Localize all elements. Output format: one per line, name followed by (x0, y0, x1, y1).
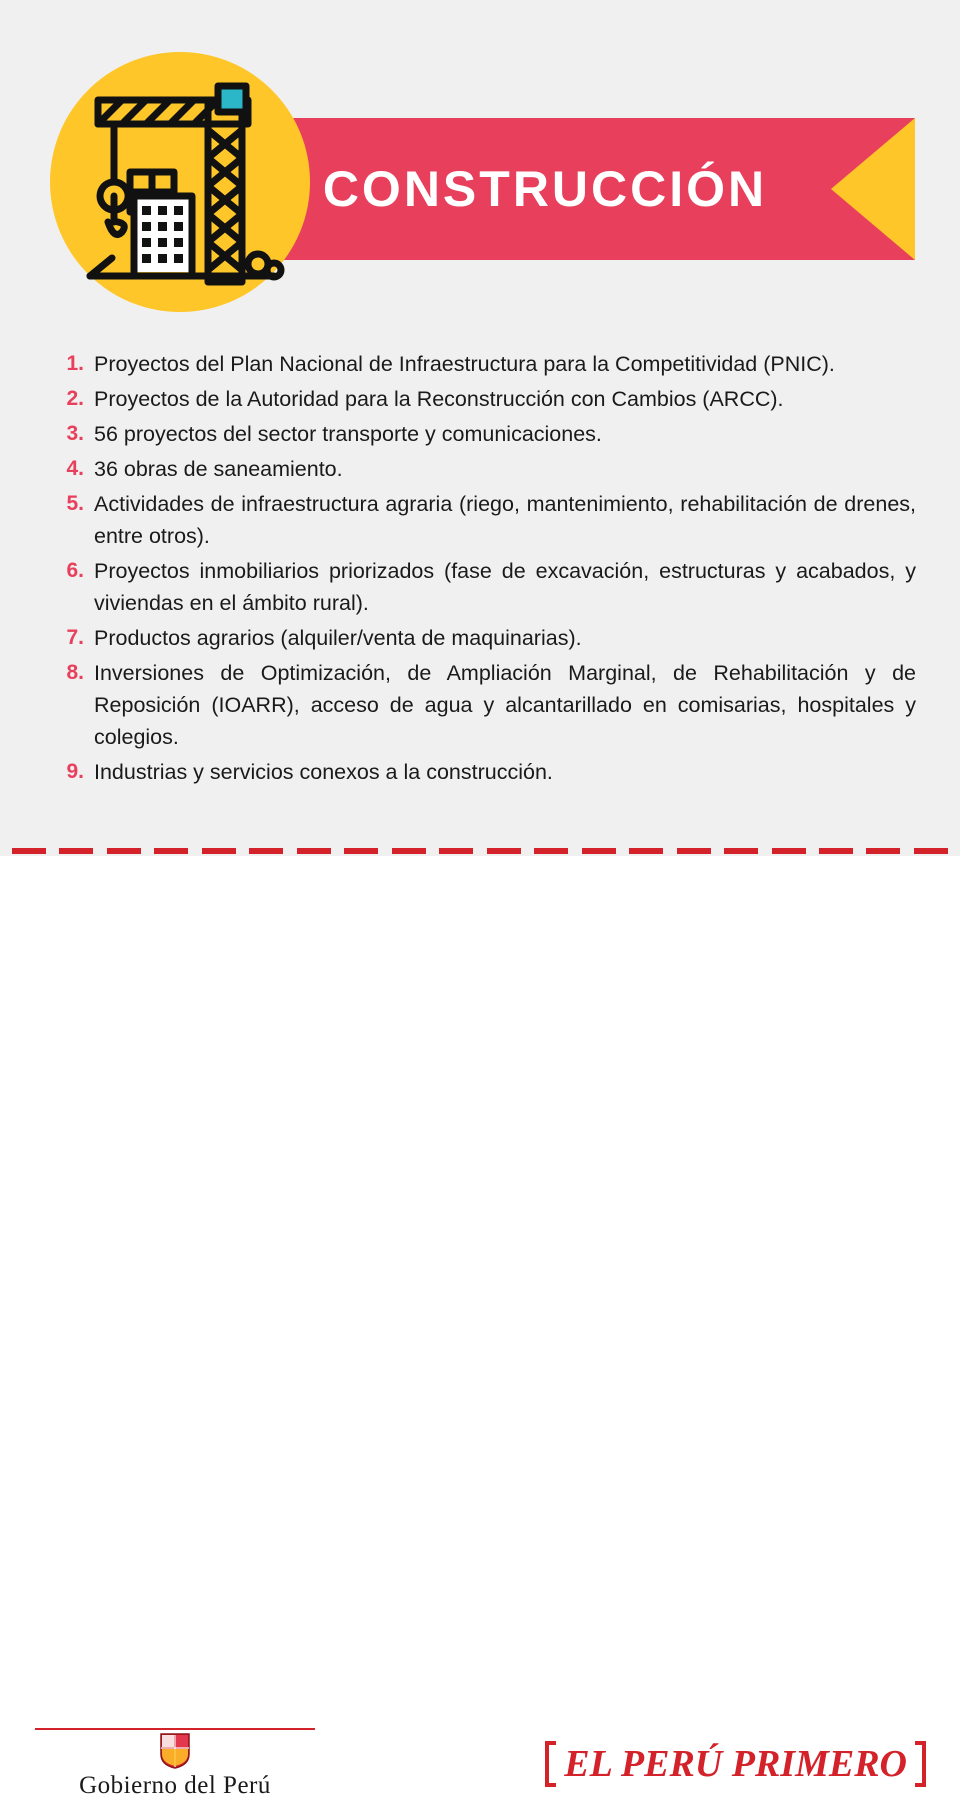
list-item-number: 6. (66, 559, 84, 582)
divider-dash (487, 848, 521, 854)
divider-dash (582, 848, 616, 854)
divider-dash (534, 848, 568, 854)
header (0, 0, 960, 330)
list-item (56, 453, 916, 485)
list-item-number: 7. (66, 626, 84, 649)
divider-dash (344, 848, 378, 854)
list-item-number: 9. (66, 760, 84, 783)
construction-crane-icon (72, 72, 292, 292)
list-item-text: Actividades de infraestructura agraria (riego, mantenimiento, rehabilitación de drenes, entre otros). (94, 492, 916, 548)
page-title: CONSTRUCCIÓN (322, 161, 768, 217)
bracket-left-icon (545, 1741, 556, 1787)
divider-dash (59, 848, 93, 854)
list-item-text: Productos agrarios (alquiler/venta de maquinarias). (94, 626, 582, 650)
list-item (56, 488, 916, 552)
list-item-number: 2. (66, 387, 84, 410)
divider-dash (249, 848, 283, 854)
list-item-text: Proyectos del Plan Nacional de Infraestructura para la Competitividad (PNIC). (94, 352, 835, 376)
list-item-number: 8. (66, 661, 84, 684)
list-item-text: Proyectos inmobiliarios priorizados (fase de excavación, estructuras y acabados, y viviendas en el ámbito rural). (94, 559, 916, 615)
divider-dash (12, 848, 46, 854)
list-item (56, 418, 916, 450)
slogan-peru-primero (545, 1740, 926, 1788)
list-item-text: Proyectos de la Autoridad para la Reconstrucción con Cambios (ARCC). (94, 387, 784, 411)
divider-dash (107, 848, 141, 854)
list-item-number: 3. (66, 422, 84, 445)
list-item-text: Industrias y servicios conexos a la construcción. (94, 760, 553, 784)
divider-dash (154, 848, 188, 854)
list-item (56, 555, 916, 619)
list-item (56, 622, 916, 654)
divider-dash (772, 848, 806, 854)
divider-dash (724, 848, 758, 854)
list-item-number: 1. (66, 352, 84, 375)
divider-dash (439, 848, 473, 854)
divider-dash (392, 848, 426, 854)
divider-dash (202, 848, 236, 854)
list-item-text: Inversiones de Optimización, de Ampliación Marginal, de Rehabilitación y de Reposición (IOARR), acceso de agua y alcantarillado en comisarias, hospitales y colegios. (94, 661, 916, 749)
list-item (56, 756, 916, 788)
slogan-text: EL PERÚ PRIMERO (564, 1743, 907, 1785)
divider-dash (297, 848, 331, 854)
divider-dash (866, 848, 900, 854)
government-label: Gobierno del Perú (79, 1772, 271, 1799)
divider-dash (819, 848, 853, 854)
list-item (56, 657, 916, 753)
list-item (56, 383, 916, 415)
list-item (56, 348, 916, 380)
divider-dash (629, 848, 663, 854)
government-logo (35, 1730, 315, 1800)
list-item-number: 4. (66, 457, 84, 480)
peru-coat-of-arms-icon (158, 1730, 192, 1770)
bracket-right-icon (915, 1741, 926, 1787)
divider-dash (677, 848, 711, 854)
list-item-text: 36 obras de saneamiento. (94, 457, 343, 481)
footer (0, 856, 960, 1799)
divider-dash (914, 848, 948, 854)
dashed-divider (0, 848, 960, 856)
measures-list (56, 348, 916, 791)
list-item-text: 56 proyectos del sector transporte y comunicaciones. (94, 422, 602, 446)
list-item-number: 5. (66, 492, 84, 515)
